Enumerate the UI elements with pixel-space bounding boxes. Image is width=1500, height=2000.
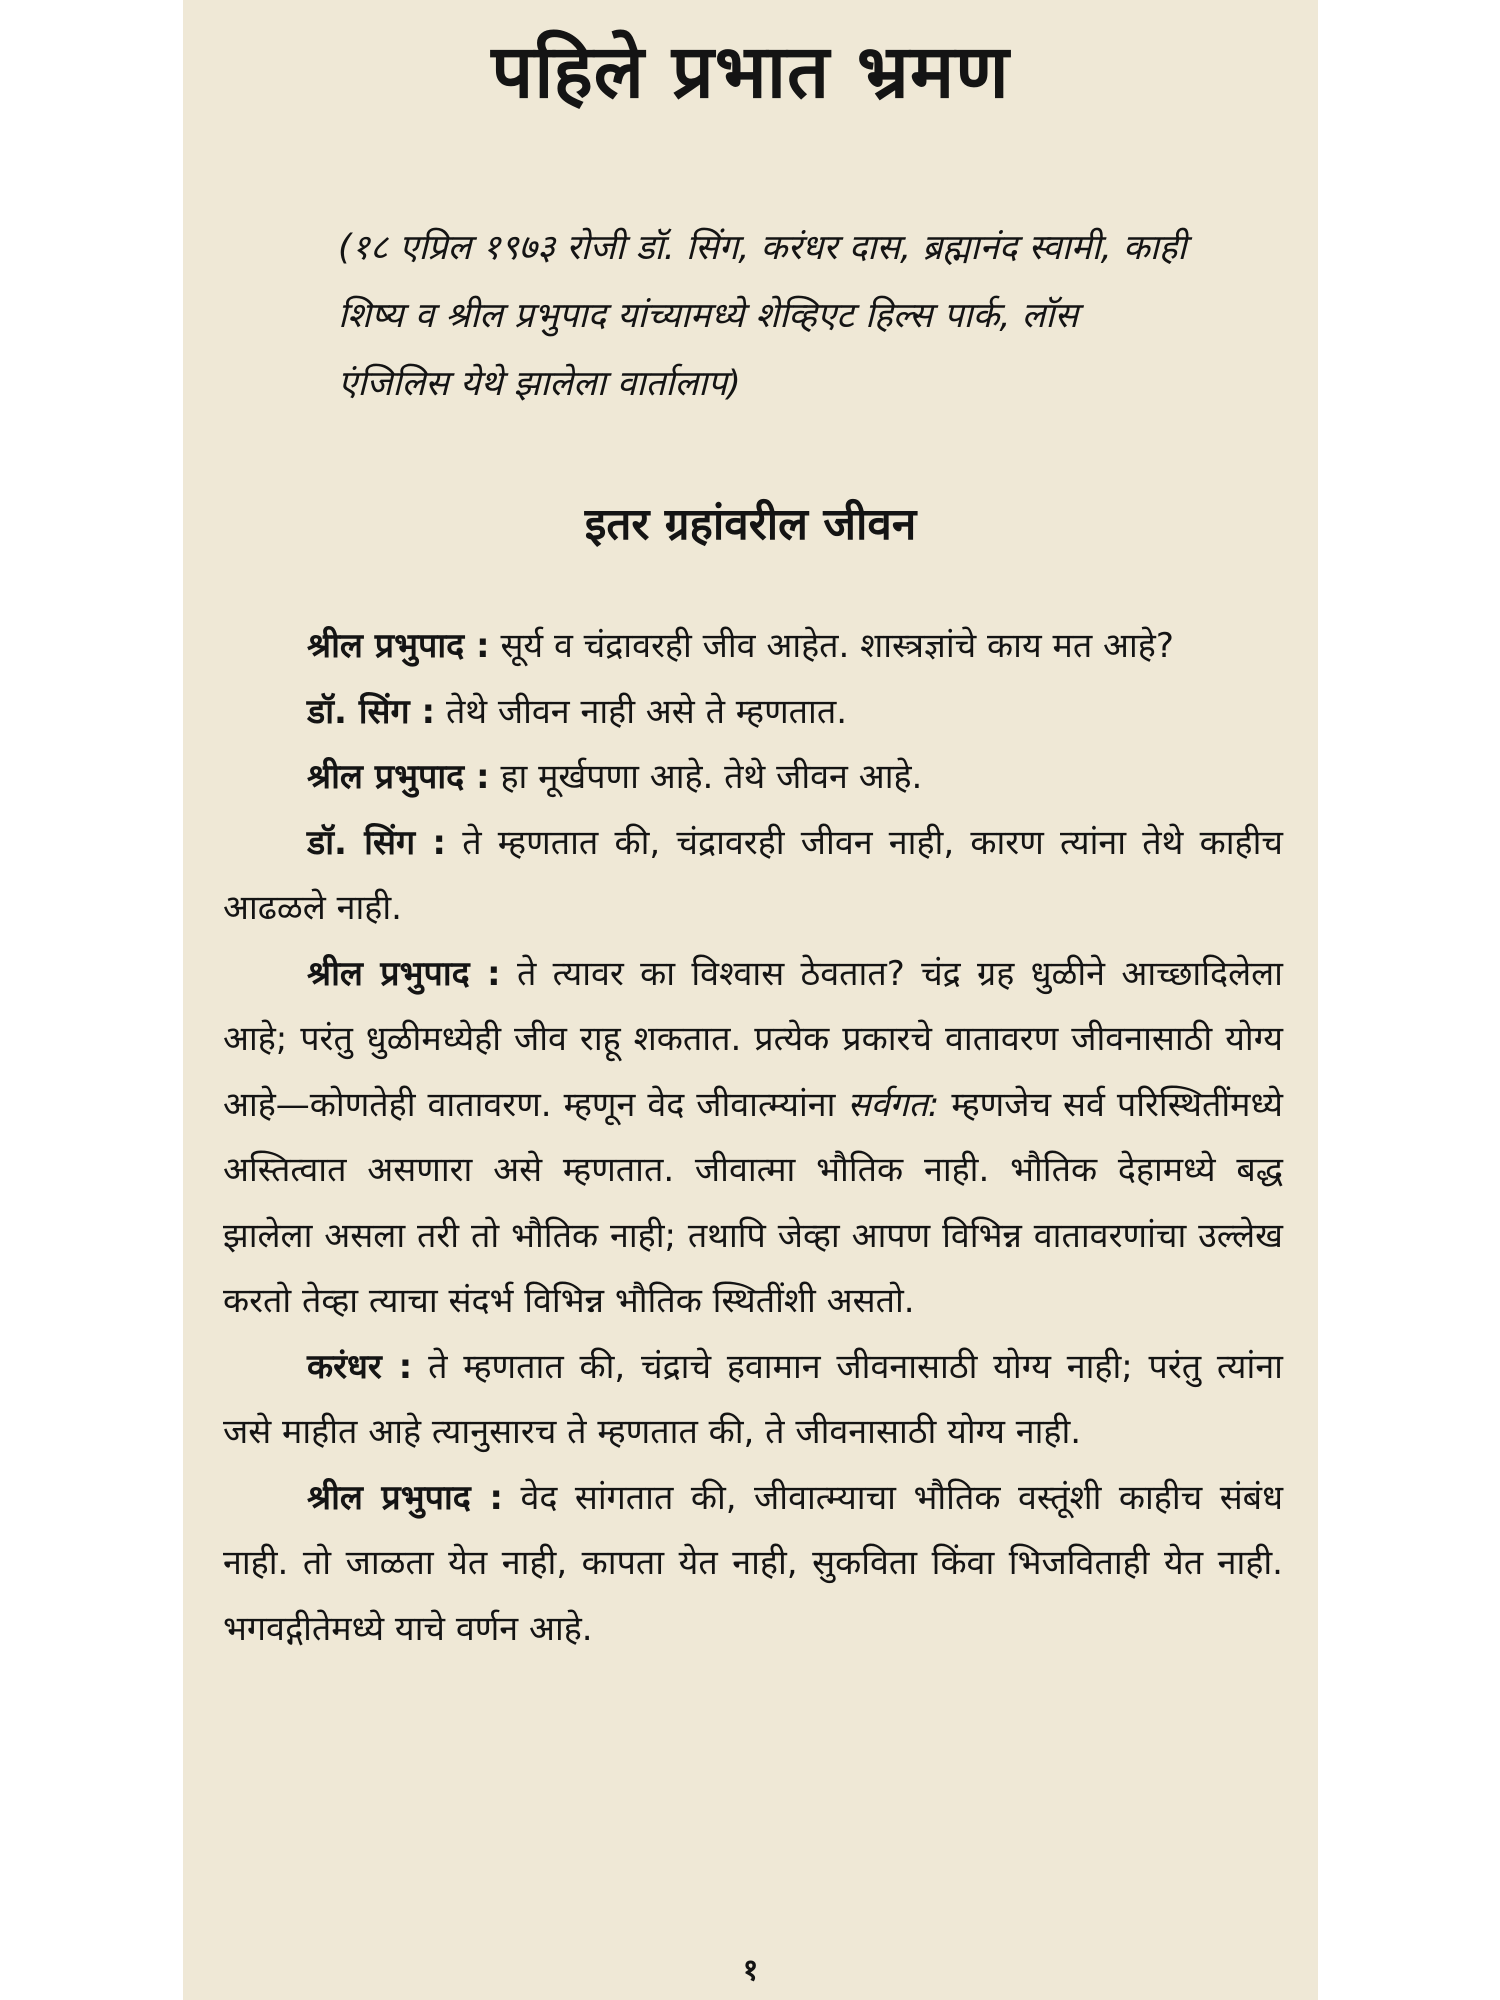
book-page [183, 0, 1318, 2000]
section-heading: इतर ग्रहांवरील जीवन [584, 499, 917, 550]
speaker-name: श्रील प्रभुपाद : [307, 626, 490, 666]
dialogue-text: ते त्यावर का विश्वास ठेवतात? चंद्र ग्रह धुळीने आच्छादिलेला आहे; परंतु धुळीमध्येही जीव राहू शकतात. प्रत्येक प्रकारचे वातावरण जीवनासाठी योग्य आहे—कोणतेही वातावरण. म्हणून वेद जीवात्म्यांना [223, 953, 1283, 1125]
dialogue-paragraph [223, 942, 1283, 1335]
dialogue-text: ते म्हणतात की, चंद्राचे हवामान जीवनासाठी योग्य नाही; परंतु त्यांना जसे माहीत आहे त्यानुसारच ते म्हणतात की, ते जीवनासाठी योग्य नाही. [223, 1346, 1283, 1452]
dialogue-paragraph [223, 745, 1283, 811]
dialogue-text: तेथे जीवन नाही असे ते म्हणतात. [445, 691, 848, 732]
dialogue-paragraph [223, 811, 1283, 942]
dialogue-paragraph [223, 1466, 1283, 1663]
dialogue-paragraph [223, 680, 1283, 746]
chapter-intro: (१८ एप्रिल १९७३ रोजी डॉ. सिंग, करंधर दास, ब्रह्मानंद स्वामी, काही शिष्य व श्रील प्रभुपाद यांच्यामध्ये शेव्हिएट हिल्स पार्क, लॉस एंजिलिस येथे झालेला वार्तालाप) [338, 228, 1187, 404]
dialogue-text: ते म्हणतात की, चंद्रावरही जीवन नाही, कारण त्यांना तेथे काहीच आढळले नाही. [223, 822, 1283, 928]
speaker-name: करंधर : [307, 1346, 413, 1387]
dialogue-paragraph [223, 614, 1283, 680]
dialogue-text: वेद सांगतात की, जीवात्म्याचा भौतिक वस्तूंशी काहीच संबंध नाही. तो जाळता येत नाही, कापता येत नाही, सुकविता किंवा भिजविताही येत नाही. भगवद्गीतेमध्ये याचे वर्णन आहे. [223, 1477, 1283, 1649]
sanskrit-term: सर्वगत: [847, 1084, 940, 1125]
speaker-name: डॉ. सिंग : [307, 822, 446, 863]
dialogue [223, 614, 1283, 1662]
page-number: १ [742, 1953, 759, 1988]
speaker-name: श्रील प्रभुपाद : [307, 757, 490, 797]
dialogue-text: म्हणजेच सर्व परिस्थितींमध्ये अस्तित्वात असणारा असे म्हणतात. जीवात्मा भौतिक नाही. भौतिक देहामध्ये बद्ध झालेला असला तरी तो भौतिक नाही; तथापि जेव्हा आपण विभिन्न वातावरणांचा उल्लेख करतो तेव्हा त्याचा संदर्भ विभिन्न भौतिक स्थितींशी असतो. [223, 1084, 1284, 1321]
dialogue-text: हा मूर्खपणा आहे. तेथे जीवन आहे. [500, 757, 923, 797]
dialogue-text: सूर्य व चंद्रावरही जीव आहेत. शास्त्रज्ञांचे काय मत आहे? [500, 626, 1174, 666]
dialogue-paragraph [223, 1335, 1283, 1466]
speaker-name: श्रील प्रभुपाद : [307, 1477, 503, 1518]
speaker-name: डॉ. सिंग : [307, 691, 436, 732]
speaker-name: श्रील प्रभुपाद : [307, 953, 501, 994]
chapter-title: पहिले प्रभात भ्रमण [491, 29, 1010, 115]
